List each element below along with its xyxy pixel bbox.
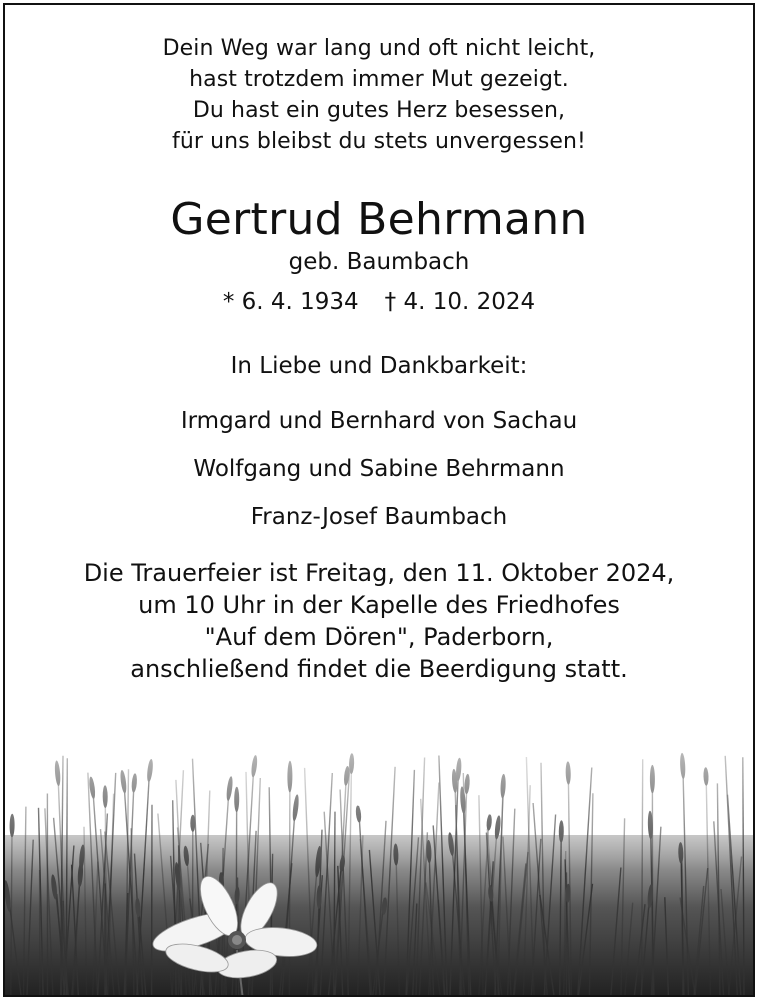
meadow-flower-image	[5, 695, 753, 995]
ceremony-line: anschließend findet die Beerdigung statt.	[130, 655, 628, 683]
mourner-name: Wolfgang und Sabine Behrmann	[193, 456, 565, 482]
poem	[5, 33, 753, 157]
ceremony-line: Die Trauerfeier ist Freitag, den 11. Oktober 2024,	[83, 559, 675, 587]
mourner-name: Irmgard und Bernhard von Sachau	[180, 408, 578, 434]
obituary-card	[3, 3, 755, 997]
deceased-name: Gertrud Behrmann	[170, 194, 588, 245]
poem-line: Du hast ein gutes Herz besessen,	[192, 98, 566, 123]
mourners-list	[5, 397, 753, 541]
ceremony-info	[5, 557, 753, 685]
life-dates	[5, 287, 753, 317]
mourners-heading: In Liebe und Dankbarkeit:	[230, 353, 528, 379]
death-date: † 4. 10. 2024	[384, 289, 536, 315]
birth-date: * 6. 4. 1934	[222, 289, 359, 315]
ceremony-line: um 10 Uhr in der Kapelle des Friedhofes	[138, 591, 620, 619]
obituary-text	[5, 5, 753, 685]
poem-line: für uns bleibst du stets unvergessen!	[172, 129, 586, 154]
mourner-name: Franz-Josef Baumbach	[250, 504, 508, 530]
maiden-name: geb. Baumbach	[288, 249, 470, 275]
poem-line: hast trotzdem immer Mut gezeigt.	[189, 67, 569, 92]
ceremony-line: "Auf dem Dören", Paderborn,	[204, 623, 554, 651]
poem-line: Dein Weg war lang und oft nicht leicht,	[162, 36, 596, 61]
